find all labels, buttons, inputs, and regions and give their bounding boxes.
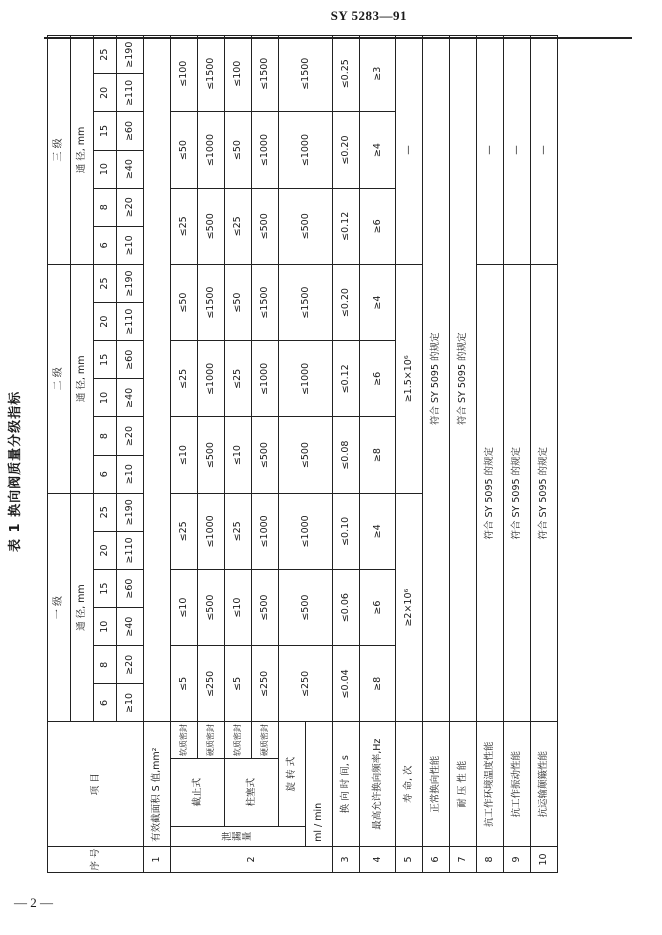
value-cell: ≤0.20: [333, 112, 360, 188]
value-cell: ≤50: [225, 264, 252, 340]
value-cell: —: [396, 36, 423, 265]
value-cell: ≤1500: [252, 264, 279, 340]
value-cell: ≤1000: [279, 341, 333, 417]
item-group-cell: 泄 漏 量: [171, 826, 306, 846]
area-range: ≥110: [117, 303, 144, 341]
size-cell: 15: [94, 341, 117, 379]
value-cell: ≥2×10⁶: [396, 493, 423, 722]
value-cell: ≤1500: [252, 36, 279, 112]
value-cell: ≤25: [171, 493, 198, 569]
value-cell: ≤250: [252, 646, 279, 722]
grade-1-header: 一 级: [48, 493, 71, 722]
area-range: ≥20: [117, 646, 144, 684]
value-cell: ≥4: [360, 493, 396, 569]
seq-cell: 9: [504, 846, 531, 872]
value-cell: ≤1000: [198, 112, 225, 188]
value-cell: ≤500: [252, 417, 279, 493]
page-number: — 2 —: [14, 895, 53, 910]
area-range: ≥10: [117, 684, 144, 722]
value-cell: ≤250: [198, 646, 225, 722]
value-cell: ≤50: [171, 264, 198, 340]
item-cell: 最高允许换向频率,Hz: [360, 722, 396, 846]
value-cell: ≤0.12: [333, 188, 360, 264]
value-cell: —: [504, 36, 531, 265]
area-range: ≥110: [117, 531, 144, 569]
value-cell: ≤0.10: [333, 493, 360, 569]
size-cell: 20: [94, 303, 117, 341]
value-cell: ≥6: [360, 570, 396, 646]
value-cell: ≤1000: [252, 112, 279, 188]
value-cell: ≤1000: [279, 112, 333, 188]
size-cell: 10: [94, 150, 117, 188]
item-cell: 抗工作环境温度性能: [477, 722, 504, 846]
value-cell: ≤250: [279, 646, 333, 722]
seq-cell: 5: [396, 846, 423, 872]
value-cell: ≤500: [279, 188, 333, 264]
area-range: ≥40: [117, 150, 144, 188]
size-cell: 25: [94, 264, 117, 302]
area-range: ≥10: [117, 226, 144, 264]
area-range: ≥60: [117, 570, 144, 608]
value-cell: ≤1000: [198, 493, 225, 569]
size-cell: 25: [94, 493, 117, 531]
seq-cell: 10: [531, 846, 558, 872]
value-cell: ≥4: [360, 264, 396, 340]
value-cell: ≤1500: [198, 264, 225, 340]
value-cell: ≤1500: [279, 36, 333, 112]
value-cell: ≤25: [171, 341, 198, 417]
value-cell: ≤0.20: [333, 264, 360, 340]
size-cell: 6: [94, 684, 117, 722]
value-cell: ≤10: [225, 417, 252, 493]
area-range: ≥40: [117, 608, 144, 646]
value-cell: ≤50: [171, 112, 198, 188]
seq-cell: 4: [360, 846, 396, 872]
value-cell: ≤1500: [198, 36, 225, 112]
value-cell: ≤500: [198, 570, 225, 646]
type-cell: 旋 转 式: [279, 722, 306, 826]
value-cell: ≤10: [171, 417, 198, 493]
seal-cell: 软质密封: [225, 722, 252, 758]
seq-cell: 7: [450, 846, 477, 872]
size-cell: 20: [94, 74, 117, 112]
size-cell: 15: [94, 570, 117, 608]
seq-cell: 8: [477, 846, 504, 872]
item-cell: 换 向 时 间, s: [333, 722, 360, 846]
item-cell: 寿 命, 次: [396, 722, 423, 846]
diameter-label: 通 径, mm: [71, 264, 94, 493]
value-cell: ≤25: [225, 188, 252, 264]
value-cell: 符合 SY 5095 的规定: [423, 36, 450, 723]
size-cell: 8: [94, 417, 117, 455]
size-cell: 10: [94, 608, 117, 646]
value-cell: ≤500: [279, 417, 333, 493]
area-range: ≥20: [117, 188, 144, 226]
diameter-label: 通 径, mm: [71, 493, 94, 722]
value-cell: ≤500: [252, 570, 279, 646]
grade-3-header: 三 级: [48, 36, 71, 265]
value-cell: ≤1000: [198, 341, 225, 417]
value-cell: ≤0.25: [333, 36, 360, 112]
seq-header: 序 号: [48, 846, 144, 872]
size-cell: 8: [94, 188, 117, 226]
value-cell: ≤0.06: [333, 570, 360, 646]
item-cell: 正常换向性能: [423, 722, 450, 846]
value-cell: ≤25: [225, 341, 252, 417]
value-cell: 符合 SY 5095 的规定: [477, 264, 504, 722]
size-cell: 10: [94, 379, 117, 417]
value-cell: ≤1000: [279, 493, 333, 569]
seal-cell: 硬质密封: [198, 722, 225, 758]
value-cell: ≤1500: [279, 264, 333, 340]
grade-2-header: 二 级: [48, 264, 71, 493]
area-range: ≥60: [117, 341, 144, 379]
value-cell: —: [531, 36, 558, 265]
value-cell: ≥1.5×10⁶: [396, 264, 423, 493]
value-cell: ≤1000: [252, 493, 279, 569]
seq-cell: 6: [423, 846, 450, 872]
item-cell: 有效截面积 S 值,mm²: [144, 722, 171, 846]
type-cell: 柱塞式: [225, 758, 279, 826]
area-range: ≥110: [117, 74, 144, 112]
item-cell: 耐 压 性 能: [450, 722, 477, 846]
value-cell: ≥3: [360, 36, 396, 112]
item-cell: 抗运输颠簸性能: [531, 722, 558, 846]
value-cell: ≤1000: [252, 341, 279, 417]
size-cell: 8: [94, 646, 117, 684]
value-cell: ≥8: [360, 417, 396, 493]
value-cell: ≤500: [279, 570, 333, 646]
value-cell: ≤50: [225, 112, 252, 188]
value-cell: ≥6: [360, 188, 396, 264]
value-cell: ≤0.12: [333, 341, 360, 417]
size-cell: 6: [94, 455, 117, 493]
table-caption: 表 1 换向阀质量分级指标: [8, 390, 23, 552]
value-cell: 符合 SY 5095 的规定: [450, 36, 477, 723]
value-cell: ≤500: [252, 188, 279, 264]
seal-cell: 软质密封: [171, 722, 198, 758]
empty-cell: [144, 36, 171, 723]
area-range: ≥190: [117, 264, 144, 302]
area-range: ≥10: [117, 455, 144, 493]
value-cell: 符合 SY 5095 的规定: [504, 264, 531, 722]
value-cell: ≥8: [360, 646, 396, 722]
area-range: ≥190: [117, 36, 144, 74]
seq-cell: 2: [171, 846, 333, 872]
size-cell: 15: [94, 112, 117, 150]
value-cell: ≤100: [225, 36, 252, 112]
item-header: 项 目: [48, 722, 144, 846]
value-cell: ≤500: [198, 188, 225, 264]
quality-grade-table: [47, 35, 558, 873]
value-cell: ≤10: [225, 570, 252, 646]
size-cell: 25: [94, 36, 117, 74]
area-range: ≥60: [117, 112, 144, 150]
area-range: ≥40: [117, 379, 144, 417]
seal-cell: 硬质密封: [252, 722, 279, 758]
type-cell: 截止式: [171, 758, 225, 826]
value-cell: ≤25: [171, 188, 198, 264]
value-cell: ≥6: [360, 341, 396, 417]
doc-code: SY 5283—91: [330, 8, 407, 23]
value-cell: ≤5: [225, 646, 252, 722]
size-cell: 6: [94, 226, 117, 264]
seq-cell: 1: [144, 846, 171, 872]
seq-cell: 3: [333, 846, 360, 872]
item-cell: 抗工作振动性能: [504, 722, 531, 846]
diameter-label: 通 径, mm: [71, 36, 94, 265]
size-cell: 20: [94, 531, 117, 569]
value-cell: ≤500: [198, 417, 225, 493]
value-cell: 符合 SY 5095 的规定: [531, 264, 558, 722]
value-cell: ≥4: [360, 112, 396, 188]
value-cell: ≤0.08: [333, 417, 360, 493]
value-cell: ≤25: [225, 493, 252, 569]
value-cell: —: [477, 36, 504, 265]
area-range: ≥20: [117, 417, 144, 455]
value-cell: ≤5: [171, 646, 198, 722]
unit-cell: ml / min: [306, 722, 333, 846]
area-range: ≥190: [117, 493, 144, 531]
value-cell: ≤100: [171, 36, 198, 112]
value-cell: ≤10: [171, 570, 198, 646]
value-cell: ≤0.04: [333, 646, 360, 722]
